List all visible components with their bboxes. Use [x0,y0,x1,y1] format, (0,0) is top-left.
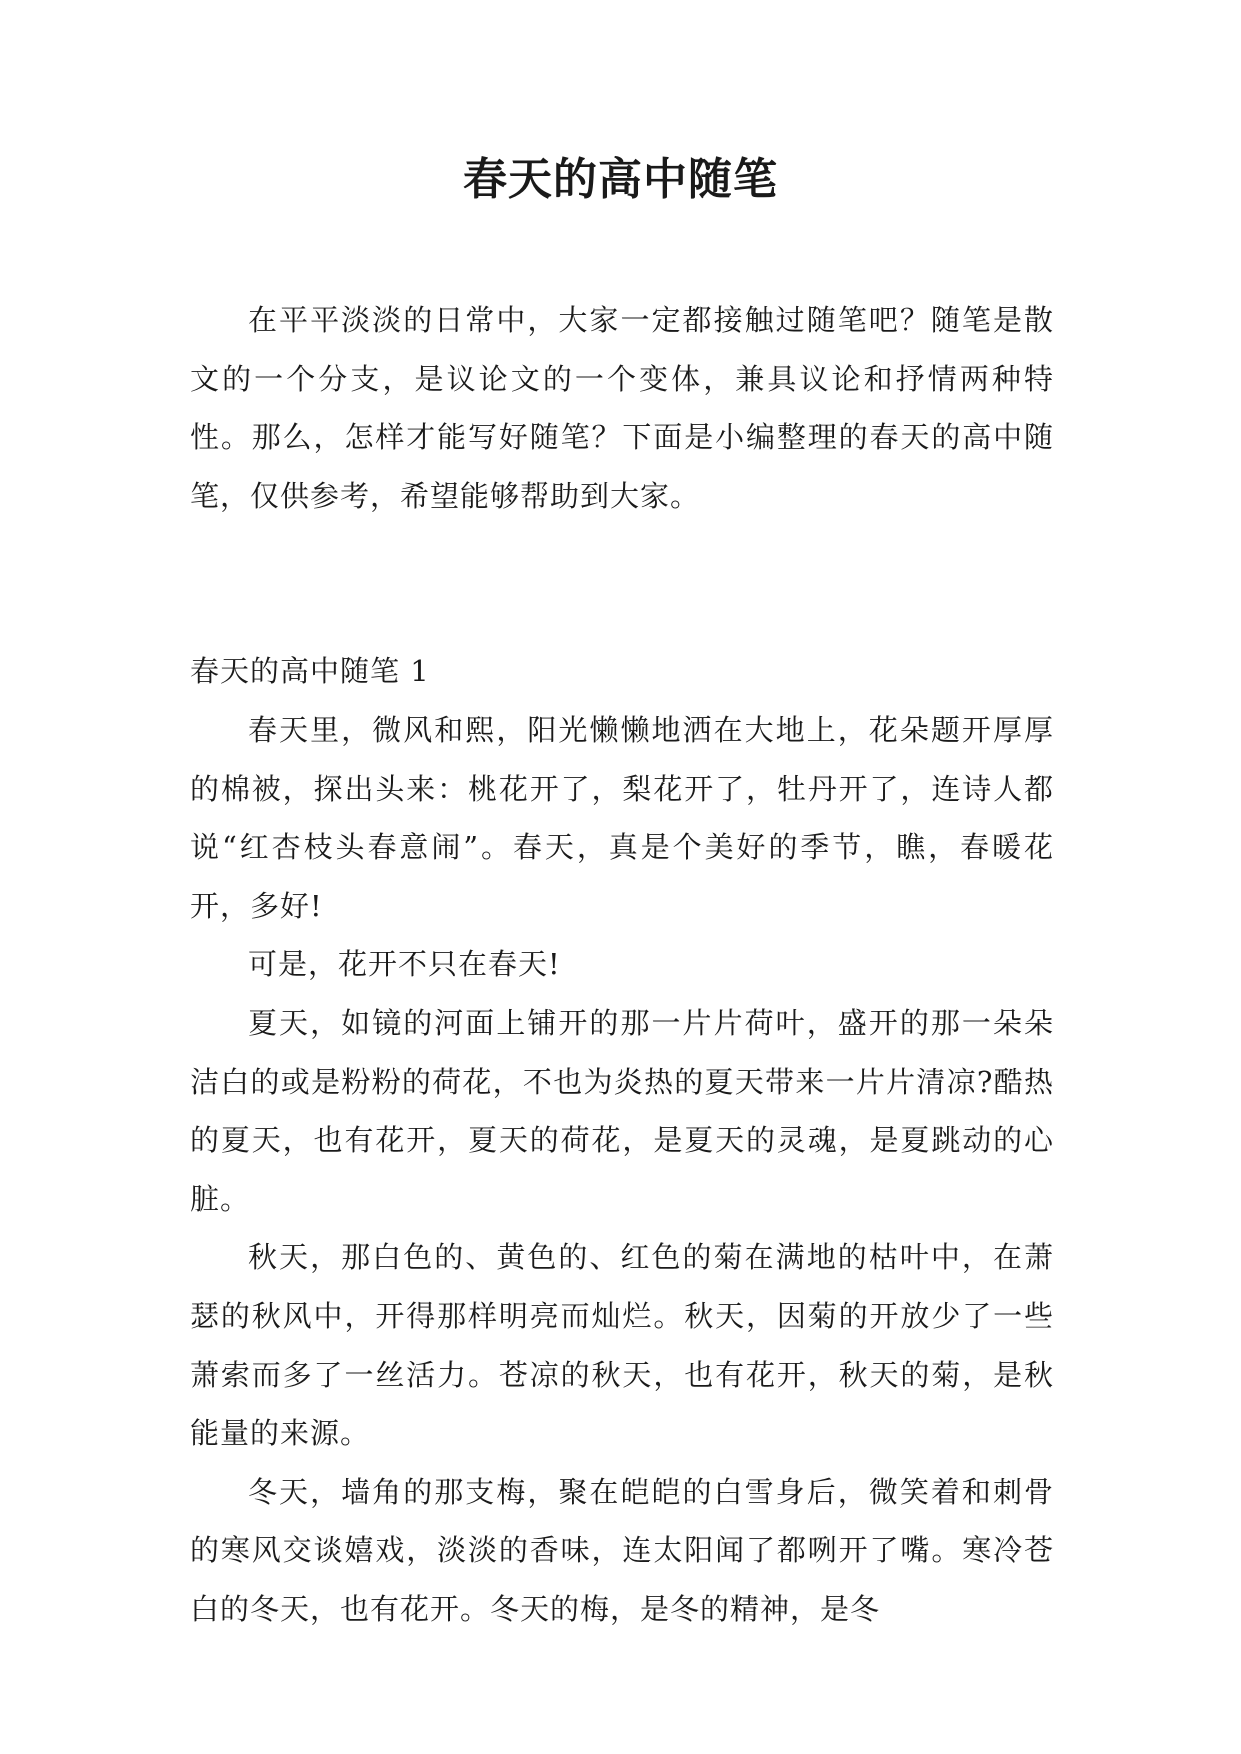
body-paragraph: 冬天，墙角的那支梅，聚在皑皑的白雪身后，微笑着和刺骨的寒风交谈嬉戏，淡淡的香味，连太阳闻了都咧开了嘴。寒冷苍白的冬天，也有花开。冬天的梅，是冬的精神，是冬 [190,1474,1054,1626]
body-paragraph: 春天里，微风和熙，阳光懒懒地洒在大地上，花朵题开厚厚的棉被，探出头来：桃花开了，梨花开了，牡丹开了，连诗人都说“红杏枝头春意闹”。春天，真是个美好的季节，瞧，春暖花开，多好! [190,712,1054,923]
section-spacer [190,525,1054,642]
intro-paragraph: 在平平淡淡的日常中，大家一定都接触过随笔吧？随笔是散文的一个分支，是议论文的一个变体，兼具议论和抒情两种特性。那么，怎样才能写好随笔？下面是小编整理的春天的高中随笔，仅供参考，希望能够帮助到大家。 [190,303,1054,513]
body-paragraph: 可是，花开不只在春天! [248,947,561,982]
document-title: 春天的高中随笔 [463,154,778,205]
section-heading: 春天的高中随笔 1 [190,654,430,689]
body-paragraph: 秋天，那白色的、黄色的、红色的菊在满地的枯叶中，在萧瑟的秋风中，开得那样明亮而灿烂。秋天，因菊的开放少了一些萧索而多了一丝活力。苍凉的秋天，也有花开，秋天的菊，是秋能量的来源。 [190,1240,1054,1451]
document-body [190,291,1054,1638]
body-paragraph: 夏天，如镜的河面上铺开的那一片片荷叶，盛开的那一朵朵洁白的或是粉粉的荷花，不也为炎热的夏天带来一片片清凉?酷热的夏天，也有花开，夏天的荷花，是夏天的灵魂，是夏跳动的心脏。 [190,1005,1054,1216]
